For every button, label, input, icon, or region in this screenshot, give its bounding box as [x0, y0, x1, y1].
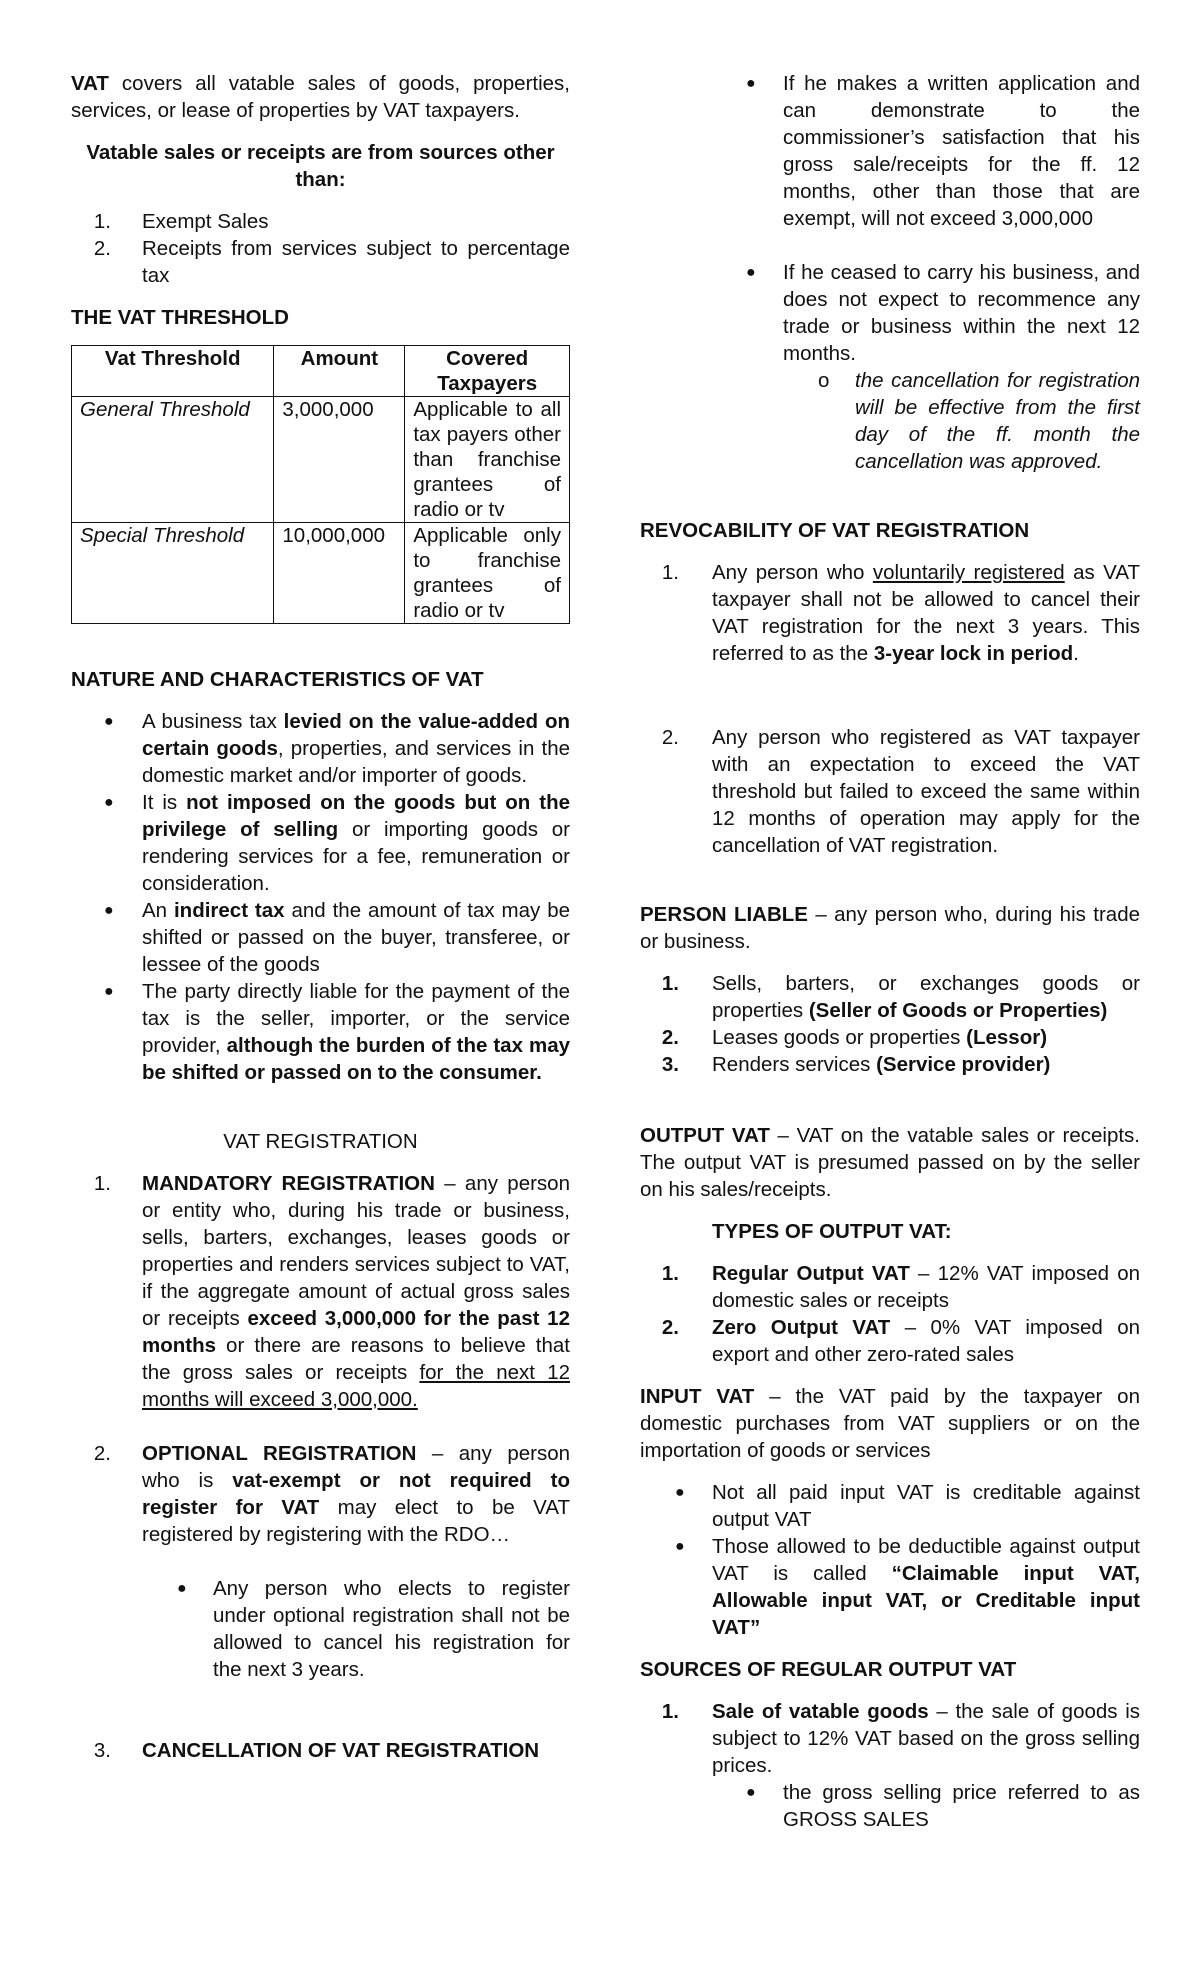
- table-cell: 3,000,000: [274, 397, 405, 523]
- bullet-icon: ●: [675, 1538, 685, 1555]
- list-item: ● Those allowed to be deductible against output VAT is called “Claimable input VAT, Allowable input VAT, or Creditable input VAT”: [675, 1535, 1140, 1639]
- nature-heading: NATURE AND CHARACTERISTICS OF VAT: [71, 668, 484, 691]
- vat-threshold-heading: THE VAT THRESHOLD: [71, 306, 289, 329]
- sources-output-heading: SOURCES OF REGULAR OUTPUT VAT: [640, 1658, 1017, 1681]
- bullet-icon: ●: [746, 75, 756, 92]
- bullet-icon: ●: [104, 794, 114, 811]
- mandatory-registration-item: 1. MANDATORY REGISTRATION – any person or entity who, during his trade or business, sells, barters, exchanges, leases goods or properties and renders services subject to VAT, if the aggregate amount of actual gross sales or receipts exceed 3,000,000 for the past 12 months or there are reasons to believe that the gross sales or receipts for the next 12 months will exceed 3,000,000.: [93, 1172, 570, 1411]
- vat-intro: VAT covers all vatable sales of goods, properties, services, or lease of properties by VAT taxpayers.: [71, 72, 570, 122]
- types-output-heading: TYPES OF OUTPUT VAT:: [712, 1220, 952, 1243]
- table-cell: Special Threshold: [72, 523, 274, 624]
- bullet-icon: ●: [104, 983, 114, 1000]
- vat-registration-heading: VAT REGISTRATION: [223, 1130, 418, 1153]
- bullet-icon: ●: [746, 1784, 756, 1801]
- table-cell: General Threshold: [72, 397, 274, 523]
- optional-registration-item: 2. OPTIONAL REGISTRATION – any person who is vat-exempt or not required to register for VAT may elect to be VAT registered by registering with the RDO…: [93, 1442, 570, 1546]
- list-item: 2. Zero Output VAT – 0% VAT imposed on export and other zero-rated sales: [661, 1316, 1140, 1366]
- list-item: o the cancellation for registration will be effective from the first day of the ff. month the cancellation was approved.: [818, 369, 1140, 473]
- output-vat: OUTPUT VAT – VAT on the vatable sales or receipts. The output VAT is presumed passed on by the seller on his sales/receipts.: [640, 1124, 1140, 1201]
- person-liable: PERSON LIABLE – any person who, during his trade or business.: [640, 903, 1140, 953]
- nature-list: [71, 708, 570, 1086]
- cancellation-registration-item: 3. CANCELLATION OF VAT REGISTRATION: [93, 1739, 540, 1762]
- table-cell: 10,000,000: [274, 523, 405, 624]
- list-item: 1. Regular Output VAT – 12% VAT imposed on domestic sales or receipts: [661, 1262, 1140, 1312]
- list-item: 2. Any person who registered as VAT taxpayer with an expectation to exceed the VAT threshold but failed to exceed the same within 12 months of operation may apply for the cancellation of VAT registration.: [661, 726, 1140, 857]
- list-item: ● The party directly liable for the payment of the tax is the seller, importer, or the service provider, although the burden of the tax may be shifted or passed on to the consumer.: [104, 980, 570, 1084]
- table-header: Amount: [274, 346, 405, 397]
- left-column: [71, 70, 570, 1764]
- right-column: [640, 70, 1140, 1833]
- table-header: Covered Taxpayers: [405, 346, 570, 397]
- list-item: ● If he ceased to carry his business, and does not expect to recommence any trade or business within the next 12 months.: [746, 261, 1140, 365]
- bullet-icon: ●: [104, 713, 114, 730]
- sub-bullet-icon: o: [818, 369, 830, 392]
- vat-threshold-table: [71, 345, 570, 624]
- list-item: 1. Sale of vatable goods – the sale of goods is subject to 12% VAT based on the gross selling prices.: [661, 1700, 1140, 1777]
- list-item: ● Not all paid input VAT is creditable against output VAT: [675, 1481, 1140, 1531]
- table-row: [72, 523, 570, 624]
- table-cell: Applicable only to franchise grantees of radio or tv: [405, 523, 570, 624]
- types-output-list: [640, 1260, 1140, 1368]
- list-item: 3. Renders services (Service provider): [661, 1053, 1051, 1076]
- revocability-heading: REVOCABILITY OF VAT REGISTRATION: [640, 519, 1030, 542]
- vatable-sales-heading: Vatable sales or receipts are from sources other than:: [86, 141, 555, 191]
- exempt-sources-list: [71, 208, 570, 289]
- bullet-icon: ●: [177, 1580, 187, 1597]
- input-vat: INPUT VAT – the VAT paid by the taxpayer on domestic purchases from VAT suppliers or on the importation of goods or services: [640, 1385, 1140, 1462]
- table-header-row: [72, 346, 570, 397]
- list-item: 2. Leases goods or properties (Lessor): [661, 1026, 1048, 1049]
- input-vat-list: [640, 1479, 1140, 1641]
- table-cell: Applicable to all tax payers other than franchise grantees of radio or tv: [405, 397, 570, 523]
- bullet-icon: ●: [675, 1484, 685, 1501]
- bullet-icon: ●: [746, 264, 756, 281]
- list-item: 1. Exempt Sales: [93, 210, 269, 233]
- list-item: 1. Sells, barters, or exchanges goods or properties (Seller of Goods or Properties): [661, 972, 1140, 1022]
- bullet-icon: ●: [104, 902, 114, 919]
- list-item: ● the gross selling price referred to as GROSS SALES: [746, 1781, 1140, 1831]
- table-header: Vat Threshold: [72, 346, 274, 397]
- list-item: 2. Receipts from services subject to percentage tax: [93, 237, 570, 287]
- table-row: [72, 397, 570, 523]
- list-item: 1. Any person who voluntarily registered as VAT taxpayer shall not be allowed to cancel their VAT registration for the next 3 years. This referred to as the 3-year lock in period.: [661, 561, 1140, 665]
- list-item: ● It is not imposed on the goods but on the privilege of selling or importing goods or rendering services for a fee, remuneration or consideration.: [104, 791, 570, 895]
- list-item: ● Any person who elects to register under optional registration shall not be allowed to cancel his registration for the next 3 years.: [177, 1577, 570, 1681]
- list-item: ● A business tax levied on the value-added on certain goods, properties, and services in the domestic market and/or importer of goods.: [104, 710, 570, 787]
- list-item: ● An indirect tax and the amount of tax may be shifted or passed on the buyer, transferee, or lessee of the goods: [104, 899, 570, 976]
- list-item: ● If he makes a written application and can demonstrate to the commissioner’s satisfaction that his gross sale/receipts for the ff. 12 months, other than those that are exempt, will not exceed 3,000,000: [746, 72, 1140, 230]
- liable-list: [640, 970, 1140, 1078]
